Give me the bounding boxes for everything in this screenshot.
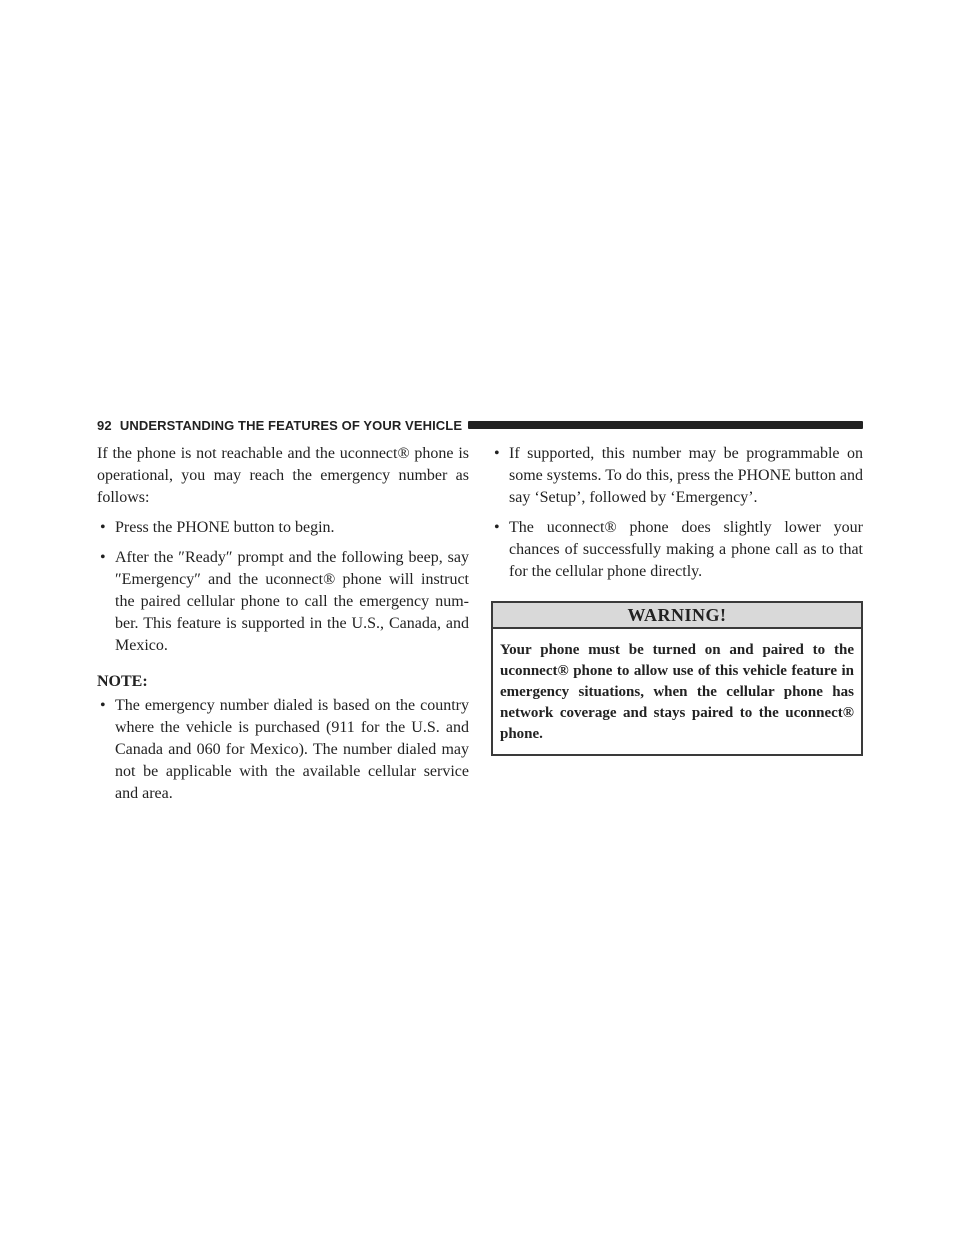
page-header <box>97 414 863 436</box>
section-title: UNDERSTANDING THE FEATURES OF YOUR VEHICLE <box>119 417 463 433</box>
warning-text: Your phone must be turned on and paired to the uconnect® phone to allow use of this vehicle feature in emergency situations, when the cellular phone has network coverage and stays paired to the uconnect® phone. <box>500 642 854 742</box>
left-column <box>97 443 469 813</box>
list-item <box>97 547 469 657</box>
list-item <box>491 443 863 509</box>
list-item <box>97 517 469 539</box>
bullet-icon: • <box>494 445 500 462</box>
bullet-icon: • <box>494 519 500 536</box>
list-item <box>491 517 863 583</box>
list-item <box>97 695 469 805</box>
warning-box <box>491 601 863 756</box>
list-item-text: The emergency number dialed is based on the country where the vehicle is purchased (911 for the U.S. and Canada and 060 for Mexico). The number dialed may not be applicable with the available cellular service and area. <box>115 697 469 802</box>
list-item-text: Press the PHONE button to begin. <box>115 519 335 536</box>
right-column <box>491 443 863 756</box>
intro-paragraph: If the phone is not reachable and the uconnect® phone is operational, you may reach the emergency number as follows: <box>97 445 469 506</box>
bullet-icon: • <box>100 697 106 714</box>
bullet-icon: • <box>100 549 106 566</box>
list-item-text: After the ″Ready″ prompt and the following beep, say ″Emergency″ and the uconnect® phone will instruct the paired cellular phone to call the emergency num-ber. This feature is supported in the U.S., Canada, and Mexico. <box>115 549 469 654</box>
page-number: 92 <box>97 417 112 433</box>
bullet-icon: • <box>100 519 106 536</box>
warning-title: WARNING! <box>493 603 861 629</box>
header-rule <box>468 421 863 429</box>
list-item-text: If supported, this number may be programmable on some systems. To do this, press the PHONE button and say ‘Setup’, followed by ‘Emergency’. <box>509 445 863 506</box>
list-item-text: The uconnect® phone does slightly lower your chances of successfully making a phone call as to that for the cellular phone directly. <box>509 519 863 580</box>
note-label: NOTE: <box>97 673 148 690</box>
